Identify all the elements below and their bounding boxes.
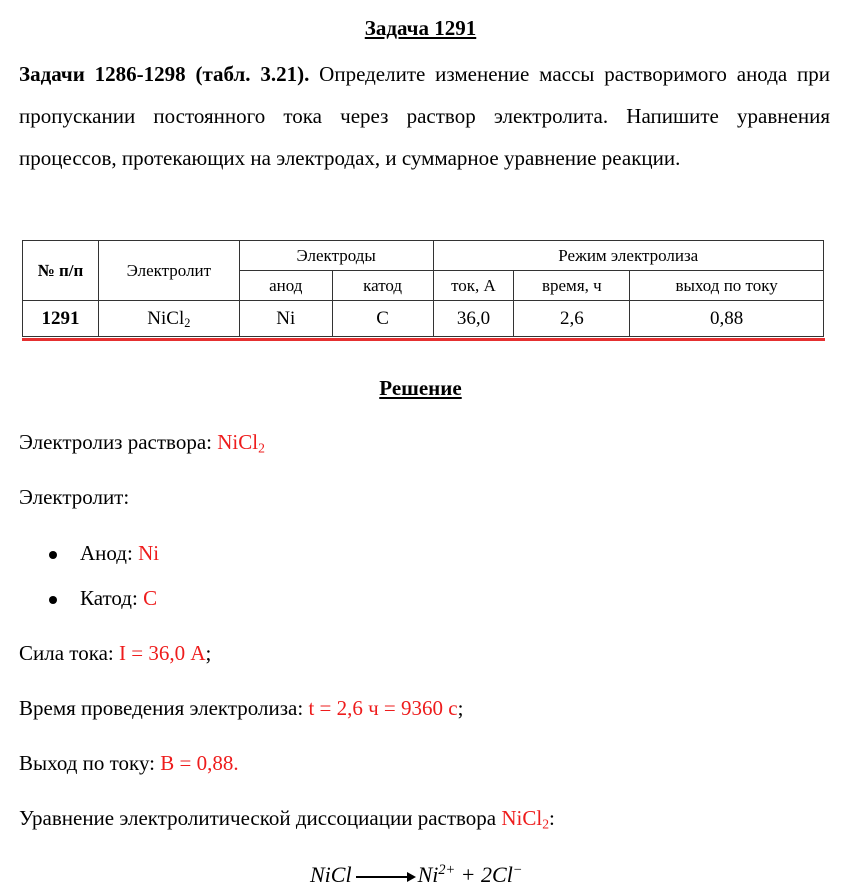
dissociation-line: Уравнение электролитической диссоциации раствора NiCl$_2$: [19,806,555,832]
cell-cathode: C [332,301,433,337]
anode-line: Анод: Ni [80,541,160,565]
header-anode: анод [239,271,332,301]
header-num: № п/п [23,241,99,301]
electrolysis-line: Электролиз раствора: NiCl$_2$ [19,430,265,456]
dissociation-equation: NiCl $Ni^{2+} + 2Cl^-$ [310,862,523,887]
cell-yield: 0,88 [630,301,824,337]
reaction-arrow-icon [356,876,414,878]
header-electrolyte: Электролит [98,241,239,301]
table-underline [22,338,825,341]
task-title: Задача 1291 [364,16,477,40]
header-current: ток, А [433,271,514,301]
header-electrodes: Электроды [239,241,433,271]
cell-anode: Ni [239,301,332,337]
cathode-line: Катод: C [80,586,158,610]
task-statement [19,53,830,179]
header-cathode: катод [332,271,433,301]
cell-time: 2,6 [514,301,630,337]
header-mode: Режим электролиза [433,241,823,271]
electrolyte-label: Электролит: [19,485,130,509]
time-line: Время проведения электролиза: t = 2,6 ч = 9360 с; [19,696,464,720]
bullet-icon [49,551,57,559]
header-yield: выход по току [630,271,824,301]
cell-current: 36,0 [433,301,514,337]
current-line: Сила тока: I = 36,0 А; [19,641,212,665]
header-time: время, ч [514,271,630,301]
bullet-icon [49,596,57,604]
cell-electrolyte: NiCl$_2$ [98,301,239,337]
yield-line: Выход по току: В = 0,88. [19,751,239,775]
solution-heading: Решение [379,376,462,400]
task-statement-text: Определите изменение массы растворимого анода при пропускании постоянного тока через раствор электролита. Напишите уравнения процессов, протекающих на электродах, и суммарное уравнение реакции. [19,62,831,170]
table-row [23,301,824,337]
task-statement-bold: Задачи 1286-1298 (табл. 3.21). [19,62,310,86]
cell-num: 1291 [23,301,99,337]
data-table [22,240,824,337]
